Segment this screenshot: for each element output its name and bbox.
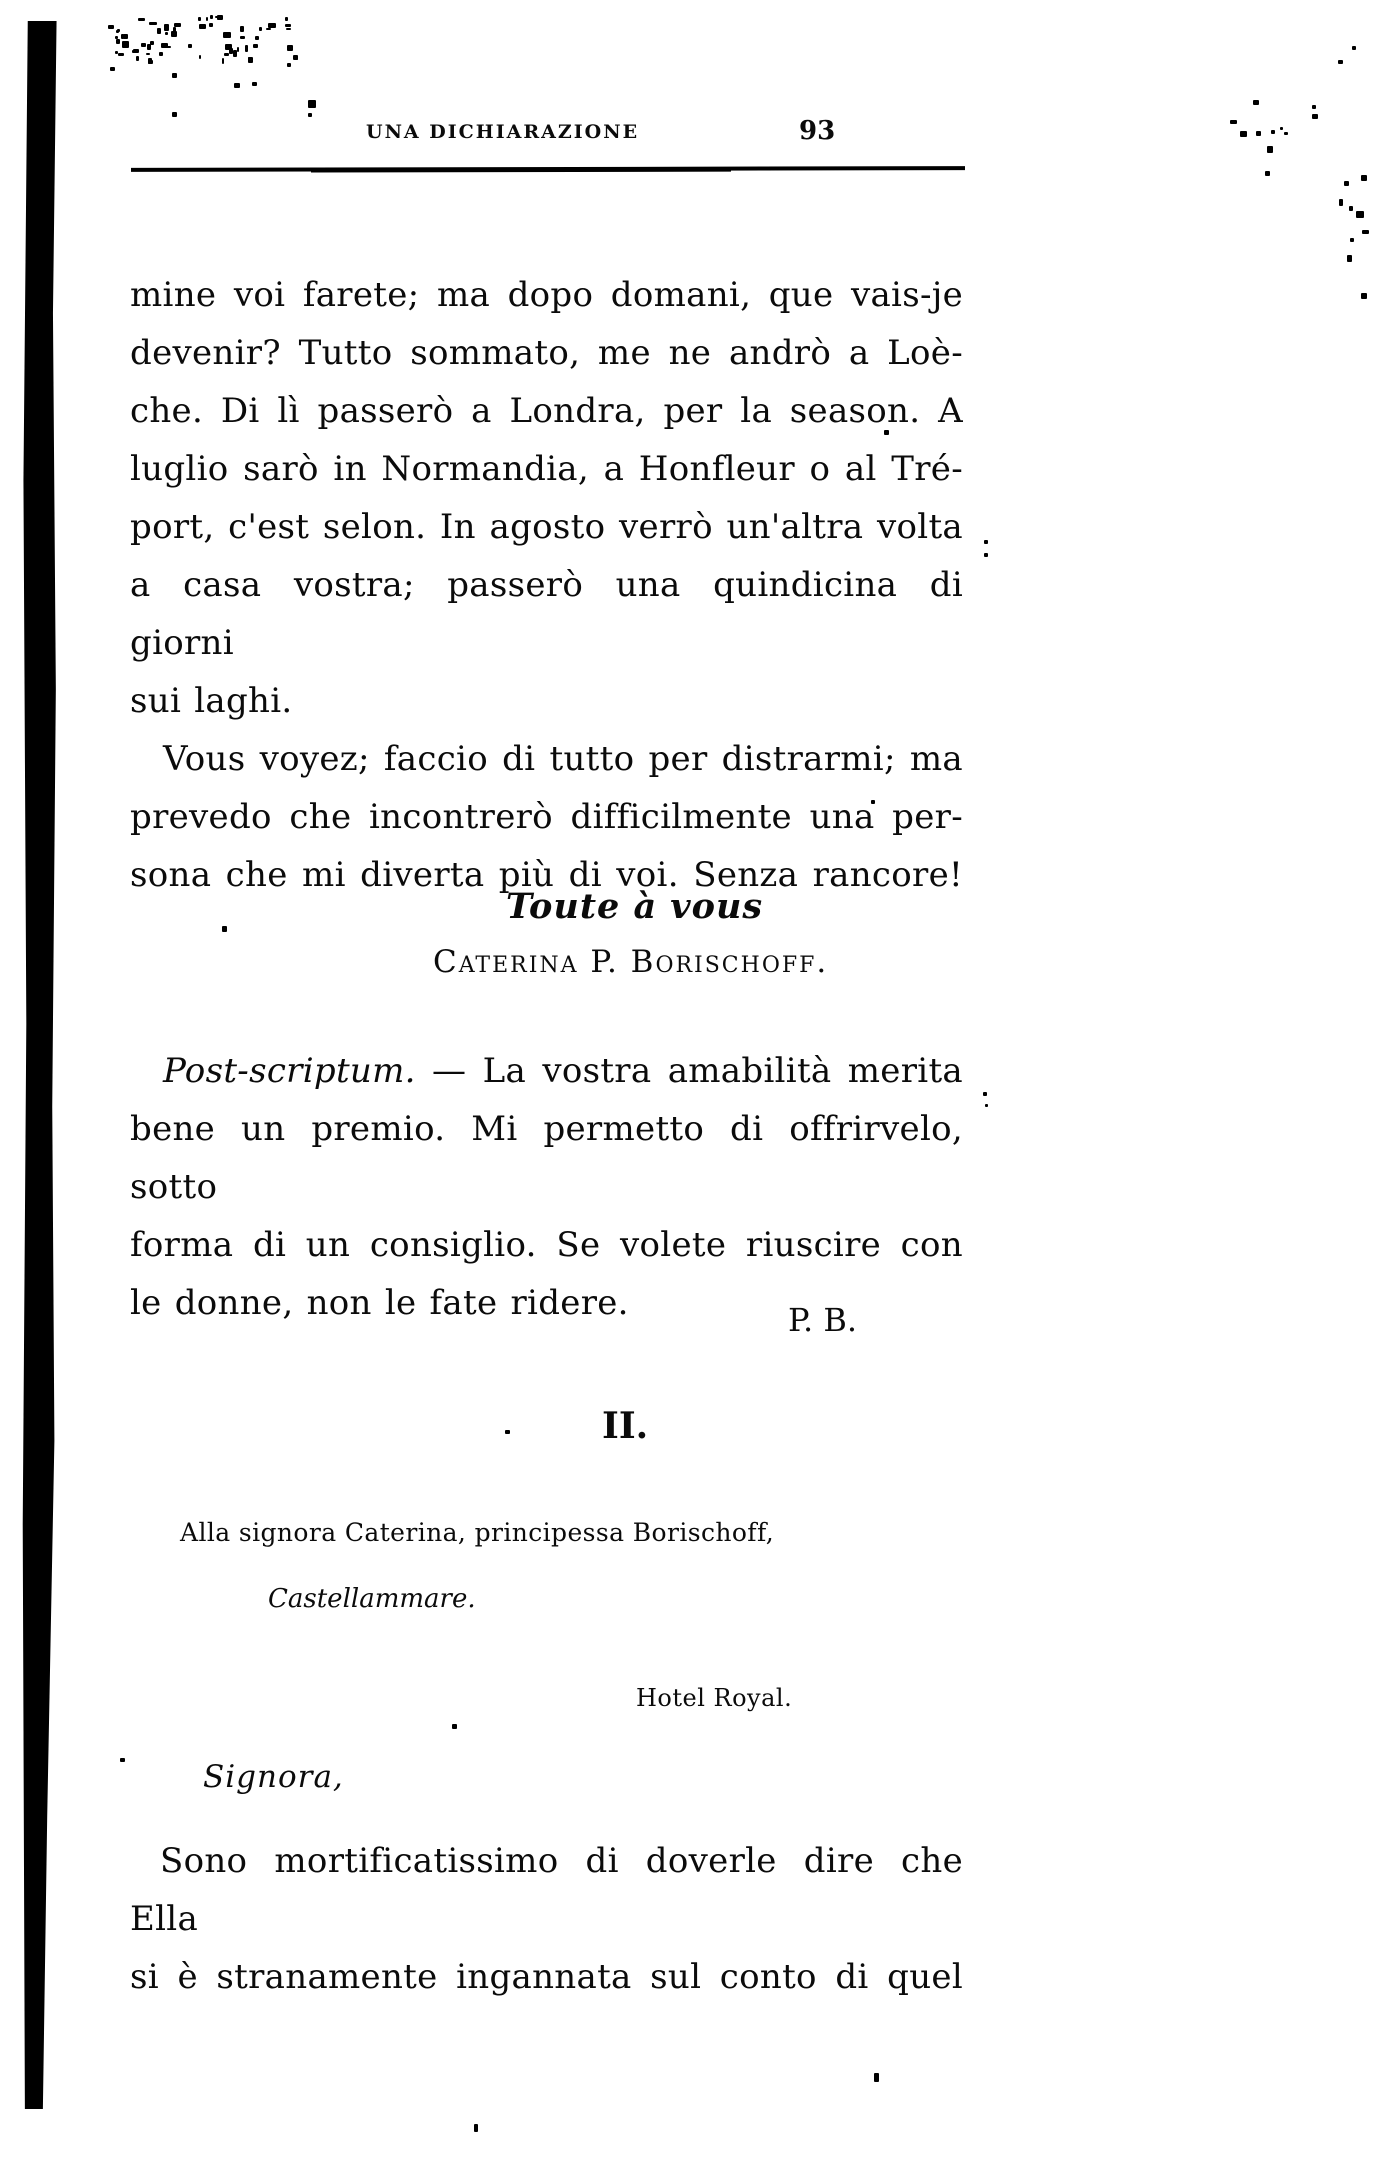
noise-speck (173, 27, 176, 33)
noise-speck (1350, 238, 1354, 242)
noise-speck (233, 50, 237, 57)
noise-speck (148, 58, 152, 64)
body-line: prevedo che incontrerò difficilmente una per- (130, 797, 963, 837)
noise-speck (1240, 131, 1247, 137)
body-line: a casa vostra; passerò una quindicina di giorni (130, 565, 963, 663)
place-line: Castellammare. (268, 1584, 476, 1614)
noise-speck (1280, 127, 1283, 130)
noise-speck (120, 1758, 125, 1762)
noise-speck (1349, 206, 1353, 211)
noise-speck (199, 24, 206, 29)
noise-speck (1352, 46, 1356, 50)
noise-speck (215, 16, 220, 18)
body-line: che. Di lì passerò a Londra, per la season. A (130, 391, 963, 431)
noise-speck (505, 1430, 510, 1434)
body-line: Sono mortificatissimo di doverle dire che Ella (130, 1841, 963, 1939)
noise-speck (150, 41, 154, 45)
postscript-line1-rest: — La vostra amabilità merita (415, 1051, 963, 1091)
noise-speck (286, 28, 291, 30)
postscript-lead: Post-scriptum. (163, 1051, 416, 1091)
noise-speck (136, 56, 139, 61)
noise-speck (224, 53, 229, 56)
body-line: le donne, non le fate ridere. (130, 1283, 629, 1323)
noise-speck (984, 540, 988, 544)
noise-speck (293, 55, 298, 60)
hotel-line: Hotel Royal. (636, 1684, 793, 1712)
noise-speck (308, 100, 316, 108)
letter2-body (130, 1832, 963, 2006)
noise-speck (116, 39, 120, 44)
noise-speck (157, 28, 161, 34)
postscript-paragraph (130, 1042, 963, 1332)
salutation: Signora, (203, 1759, 344, 1795)
body-line: port, c'est selon. In agosto verrò un'altra volta (130, 507, 963, 547)
noise-speck (138, 18, 145, 21)
noise-speck (161, 43, 168, 48)
noise-speck (115, 51, 118, 54)
noise-speck (308, 113, 312, 117)
address-line: Alla signora Caterina, principessa Borischoff, (180, 1518, 775, 1547)
noise-speck (172, 112, 177, 117)
noise-speck (118, 53, 124, 56)
letter1-body (130, 266, 963, 904)
noise-speck (115, 36, 118, 39)
noise-speck (234, 83, 240, 88)
noise-speck (253, 44, 258, 48)
noise-speck (240, 26, 244, 32)
noise-speck (1230, 120, 1237, 124)
noise-speck (1267, 146, 1273, 153)
noise-speck (285, 17, 288, 21)
noise-speck (874, 2073, 879, 2082)
noise-speck (1265, 171, 1270, 176)
body-line: Vous voyez; faccio di tutto per distrarmi; ma (163, 739, 963, 779)
noise-speck (199, 55, 201, 59)
noise-speck (164, 24, 169, 31)
noise-speck (222, 926, 227, 932)
noise-speck (209, 23, 213, 27)
valediction: Toute à vous (506, 886, 764, 927)
noise-speck (198, 17, 201, 21)
noise-speck (259, 27, 262, 31)
noise-speck (225, 44, 232, 50)
noise-speck (985, 1104, 988, 1107)
body-line (130, 1042, 963, 1100)
noise-speck (983, 1092, 987, 1096)
noise-speck (255, 36, 259, 40)
noise-speck (285, 24, 291, 27)
body-line: si è stranamente ingannata sul conto di quel (130, 1957, 963, 1997)
noise-speck (1312, 105, 1316, 109)
noise-speck (223, 32, 231, 38)
noise-speck (1256, 131, 1261, 136)
scan-gutter-artifact (22, 21, 58, 2109)
noise-speck (252, 82, 257, 86)
body-line: forma di un consiglio. Se volete riuscire con (130, 1225, 963, 1265)
noise-speck (210, 15, 213, 19)
noise-speck (121, 34, 124, 39)
body-line: mine voi farete; ma dopo domani, que vais-je (130, 275, 963, 315)
noise-speck (287, 45, 293, 51)
noise-speck (1339, 199, 1343, 206)
noise-speck (1253, 100, 1259, 105)
noise-speck (146, 53, 150, 55)
noise-speck (141, 43, 146, 47)
body-line: luglio sarò in Normandia, a Honfleur o al Tré- (130, 449, 963, 489)
body-line: devenir? Tutto sommato, me ne andrò a Loè- (130, 333, 963, 373)
body-line: bene un premio. Mi permetto di offrirvelo, sotto (130, 1109, 963, 1207)
signature-name: Caterina P. Borischoff. (433, 944, 829, 980)
noise-speck (108, 25, 114, 29)
noise-speck (165, 32, 168, 35)
postscript-initials: P. B. (788, 1301, 858, 1339)
noise-speck (1362, 230, 1369, 234)
page-number: 93 (799, 116, 836, 146)
noise-speck (984, 553, 988, 557)
noise-speck (1338, 60, 1343, 64)
noise-speck (245, 45, 248, 52)
noise-speck (222, 58, 224, 64)
noise-speck (1361, 293, 1367, 299)
noise-speck (474, 2124, 478, 2132)
noise-speck (1361, 175, 1367, 181)
body-line: sona che mi diverta più di voi. Senza rancore! (130, 855, 963, 895)
header-rule (131, 166, 965, 172)
noise-speck (287, 63, 291, 67)
noise-speck (240, 36, 245, 39)
noise-speck (172, 73, 177, 78)
noise-speck (452, 1724, 457, 1729)
noise-speck (1271, 130, 1275, 134)
noise-speck (149, 22, 157, 25)
running-head-title: UNA DICHIARAZIONE (366, 121, 640, 143)
noise-speck (1356, 211, 1364, 218)
section-numeral: II. (602, 1405, 649, 1447)
noise-speck (1347, 255, 1352, 262)
noise-speck (188, 44, 192, 48)
noise-speck (1312, 114, 1318, 119)
body-line: sui laghi. (130, 681, 293, 721)
noise-speck (206, 17, 208, 21)
noise-speck (159, 52, 163, 56)
noise-speck (1284, 132, 1288, 135)
noise-speck (266, 28, 271, 30)
noise-speck (110, 67, 115, 71)
noise-speck (237, 47, 239, 52)
noise-speck (132, 50, 139, 53)
noise-speck (1344, 181, 1349, 186)
noise-speck (122, 41, 129, 48)
noise-speck (116, 30, 119, 33)
noise-speck (248, 57, 253, 63)
